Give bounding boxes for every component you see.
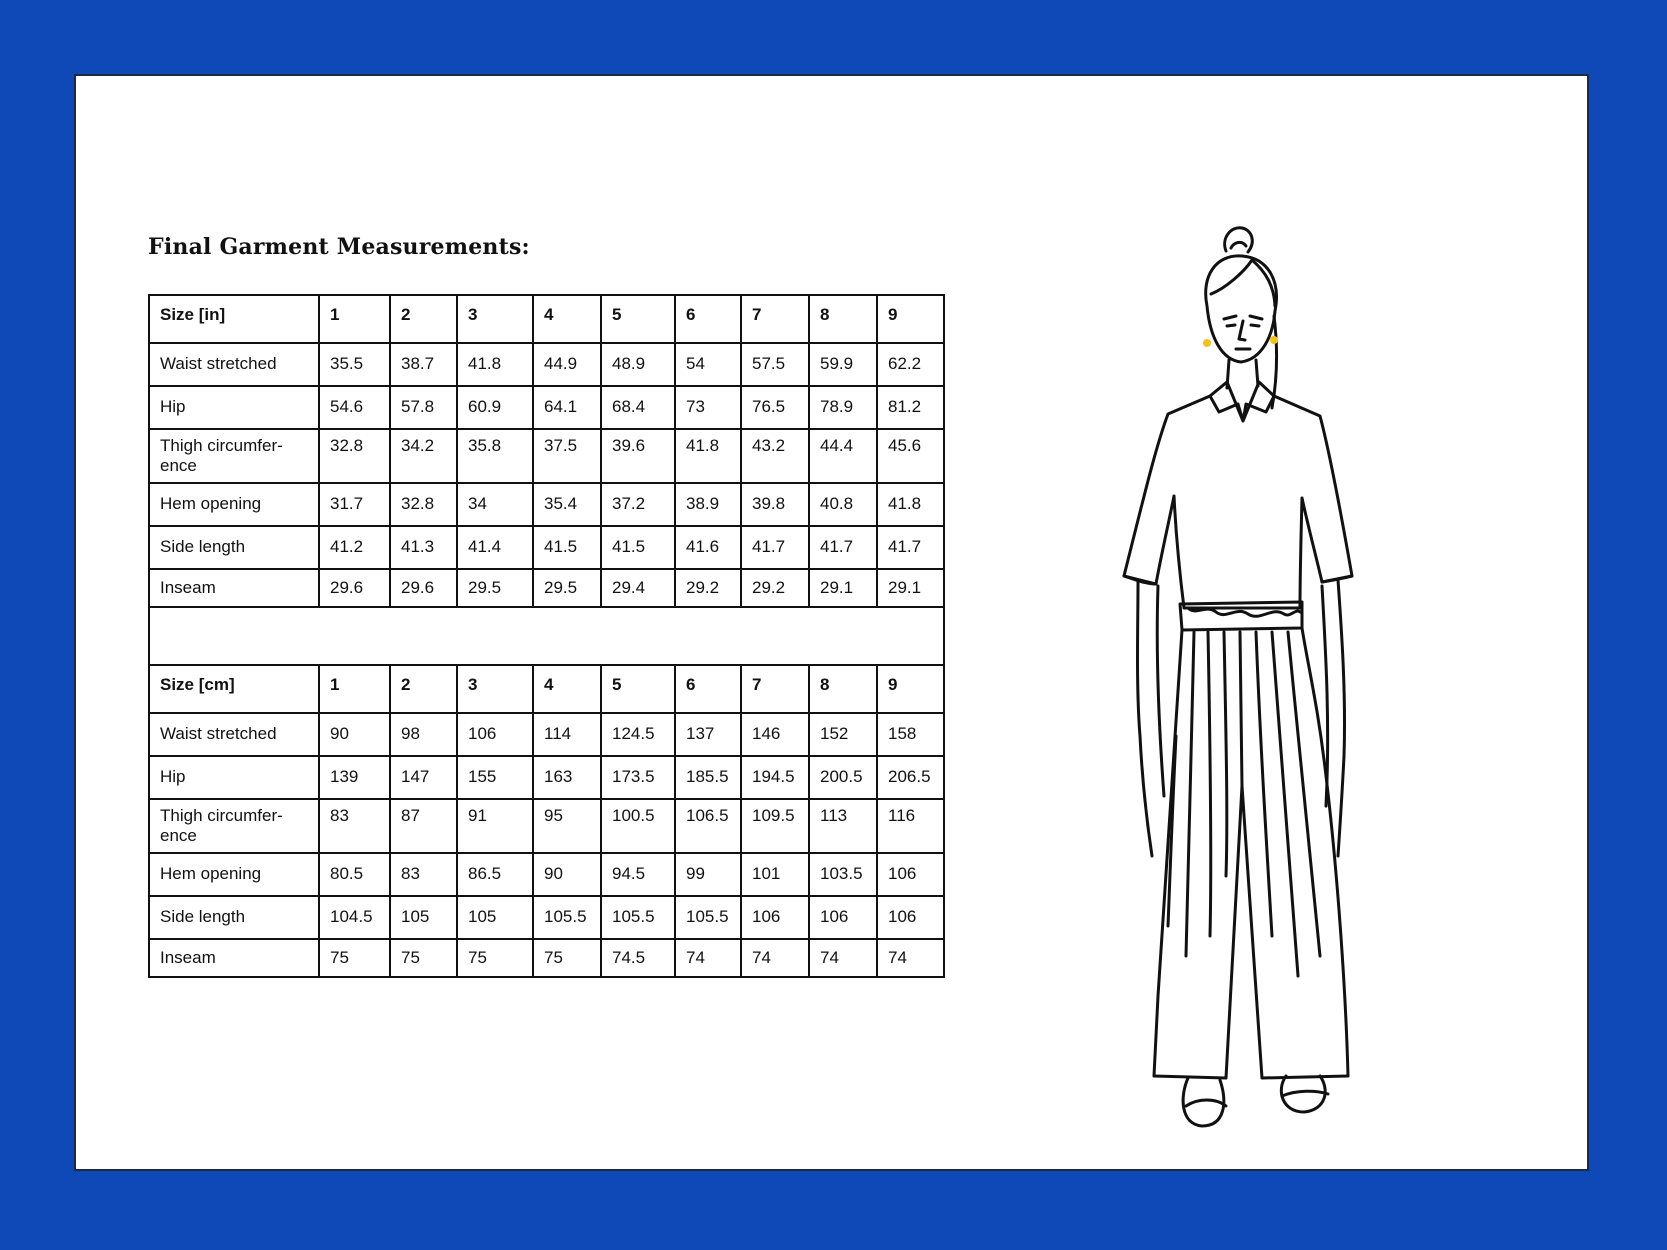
hair-bun xyxy=(1225,228,1253,252)
eyebrow-left xyxy=(1224,316,1236,319)
arm-right xyxy=(1338,580,1345,856)
measurement-value: 64.1 xyxy=(533,386,601,429)
measurement-value: 101 xyxy=(741,853,809,896)
measurement-value: 29.4 xyxy=(601,569,675,607)
measurement-value: 105 xyxy=(390,896,457,939)
measurement-label: Hip xyxy=(149,386,319,429)
page-title: Final Garment Measurements: xyxy=(148,234,530,260)
measurement-value: 43.2 xyxy=(741,429,809,483)
table-spacer-row xyxy=(149,607,944,665)
measurement-value: 54.6 xyxy=(319,386,390,429)
measurement-value: 106 xyxy=(741,896,809,939)
measurement-value: 158 xyxy=(877,713,944,756)
measurement-label: Hip xyxy=(149,756,319,799)
measurement-value: 114 xyxy=(533,713,601,756)
measurement-value: 90 xyxy=(533,853,601,896)
measurement-value: 41.8 xyxy=(675,429,741,483)
table-row xyxy=(149,569,944,607)
measurement-value: 74 xyxy=(741,939,809,977)
measurement-label: Hem opening xyxy=(149,483,319,526)
measurement-value: 83 xyxy=(319,799,390,853)
measurement-value: 105 xyxy=(457,896,533,939)
shirt xyxy=(1124,396,1352,608)
measurement-value: 75 xyxy=(319,939,390,977)
measurement-label: Inseam xyxy=(149,939,319,977)
measurement-value: 48.9 xyxy=(601,343,675,386)
measurement-value: 200.5 xyxy=(809,756,877,799)
measurement-value: 106.5 xyxy=(675,799,741,853)
size-column-header: 1 xyxy=(319,295,390,343)
size-column-header: 5 xyxy=(601,295,675,343)
measurement-value: 73 xyxy=(675,386,741,429)
earring-right xyxy=(1270,336,1278,344)
size-column-header: 8 xyxy=(809,295,877,343)
measurement-value: 105.5 xyxy=(601,896,675,939)
collar xyxy=(1210,382,1274,421)
measurement-value: 146 xyxy=(741,713,809,756)
measurement-value: 29.5 xyxy=(457,569,533,607)
measurement-value: 29.5 xyxy=(533,569,601,607)
measurement-value: 41.5 xyxy=(601,526,675,569)
size-header-in: Size [in] xyxy=(149,295,319,343)
table-row xyxy=(149,756,944,799)
measurement-value: 147 xyxy=(390,756,457,799)
table-row xyxy=(149,896,944,939)
measurement-value: 75 xyxy=(390,939,457,977)
size-column-header: 7 xyxy=(741,295,809,343)
size-column-header: 6 xyxy=(675,295,741,343)
measurement-value: 57.5 xyxy=(741,343,809,386)
table-spacer-cell xyxy=(149,607,944,665)
measurement-value: 34 xyxy=(457,483,533,526)
measurement-value: 163 xyxy=(533,756,601,799)
measurement-value: 41.5 xyxy=(533,526,601,569)
measurement-value: 41.8 xyxy=(877,483,944,526)
measurement-value: 38.9 xyxy=(675,483,741,526)
measurement-label: Waist stretched xyxy=(149,343,319,386)
measurement-label: Thigh circumfer-​ence xyxy=(149,799,319,853)
arm-left xyxy=(1138,582,1153,856)
measurement-value: 98 xyxy=(390,713,457,756)
measurement-value: 74 xyxy=(877,939,944,977)
size-column-header: 1 xyxy=(319,665,390,713)
measurement-value: 105.5 xyxy=(533,896,601,939)
measurement-value: 94.5 xyxy=(601,853,675,896)
measurement-value: 57.8 xyxy=(390,386,457,429)
measurement-value: 31.7 xyxy=(319,483,390,526)
size-column-header: 4 xyxy=(533,665,601,713)
measurement-value: 62.2 xyxy=(877,343,944,386)
measurement-value: 37.5 xyxy=(533,429,601,483)
measurement-value: 41.8 xyxy=(457,343,533,386)
table-header-row-cm xyxy=(149,665,944,713)
measurement-value: 80.5 xyxy=(319,853,390,896)
measurement-value: 78.9 xyxy=(809,386,877,429)
measurement-label: Side length xyxy=(149,526,319,569)
measurement-value: 185.5 xyxy=(675,756,741,799)
measurement-value: 106 xyxy=(877,853,944,896)
measurement-value: 106 xyxy=(457,713,533,756)
measurement-value: 44.9 xyxy=(533,343,601,386)
measurement-value: 32.8 xyxy=(319,429,390,483)
table-row xyxy=(149,386,944,429)
measurement-value: 206.5 xyxy=(877,756,944,799)
measurement-value: 137 xyxy=(675,713,741,756)
measurement-value: 32.8 xyxy=(390,483,457,526)
size-column-header: 6 xyxy=(675,665,741,713)
table-header-row-in xyxy=(149,295,944,343)
measurement-value: 74.5 xyxy=(601,939,675,977)
measurement-value: 106 xyxy=(809,896,877,939)
eye-right xyxy=(1251,325,1259,326)
measurement-label: Inseam xyxy=(149,569,319,607)
measurement-value: 173.5 xyxy=(601,756,675,799)
size-column-header: 9 xyxy=(877,295,944,343)
measurement-value: 91 xyxy=(457,799,533,853)
measurement-value: 104.5 xyxy=(319,896,390,939)
measurement-value: 60.9 xyxy=(457,386,533,429)
table-row xyxy=(149,429,944,483)
measurement-label: Thigh circumfer-​ence xyxy=(149,429,319,483)
earring-left xyxy=(1203,339,1211,347)
measurement-value: 41.6 xyxy=(675,526,741,569)
size-header-cm: Size [cm] xyxy=(149,665,319,713)
measurement-value: 35.4 xyxy=(533,483,601,526)
nose xyxy=(1239,321,1245,340)
table-row xyxy=(149,799,944,853)
measurement-value: 41.7 xyxy=(741,526,809,569)
measurement-value: 74 xyxy=(809,939,877,977)
measurement-value: 100.5 xyxy=(601,799,675,853)
measurement-value: 29.2 xyxy=(675,569,741,607)
measurement-value: 87 xyxy=(390,799,457,853)
table-row xyxy=(149,343,944,386)
measurement-value: 113 xyxy=(809,799,877,853)
measurement-value: 41.7 xyxy=(877,526,944,569)
measurement-value: 29.6 xyxy=(390,569,457,607)
measurement-value: 90 xyxy=(319,713,390,756)
size-column-header: 2 xyxy=(390,295,457,343)
measurement-value: 106 xyxy=(877,896,944,939)
figure-line-drawing xyxy=(1076,176,1416,1166)
measurement-table xyxy=(148,294,945,978)
table-row xyxy=(149,939,944,977)
measurement-value: 109.5 xyxy=(741,799,809,853)
measurement-value: 29.1 xyxy=(877,569,944,607)
measurement-value: 29.6 xyxy=(319,569,390,607)
measurement-value: 45.6 xyxy=(877,429,944,483)
measurement-value: 35.5 xyxy=(319,343,390,386)
measurement-value: 124.5 xyxy=(601,713,675,756)
measurement-value: 38.7 xyxy=(390,343,457,386)
trousers xyxy=(1154,628,1348,1078)
measurement-value: 76.5 xyxy=(741,386,809,429)
table-row xyxy=(149,483,944,526)
measurement-value: 116 xyxy=(877,799,944,853)
page-card xyxy=(74,74,1589,1171)
measurement-value: 34.2 xyxy=(390,429,457,483)
measurement-value: 41.2 xyxy=(319,526,390,569)
measurement-value: 41.7 xyxy=(809,526,877,569)
measurement-value: 105.5 xyxy=(675,896,741,939)
measurement-value: 41.4 xyxy=(457,526,533,569)
measurement-value: 39.8 xyxy=(741,483,809,526)
size-column-header: 7 xyxy=(741,665,809,713)
size-column-header: 3 xyxy=(457,295,533,343)
waistband xyxy=(1180,602,1302,630)
measurement-value: 103.5 xyxy=(809,853,877,896)
measurement-value: 59.9 xyxy=(809,343,877,386)
measurement-value: 29.2 xyxy=(741,569,809,607)
measurement-value: 99 xyxy=(675,853,741,896)
measurement-value: 95 xyxy=(533,799,601,853)
measurement-label: Hem opening xyxy=(149,853,319,896)
measurement-value: 81.2 xyxy=(877,386,944,429)
size-column-header: 9 xyxy=(877,665,944,713)
measurement-value: 35.8 xyxy=(457,429,533,483)
measurement-value: 29.1 xyxy=(809,569,877,607)
measurement-value: 74 xyxy=(675,939,741,977)
measurement-value: 75 xyxy=(533,939,601,977)
measurement-value: 152 xyxy=(809,713,877,756)
measurement-value: 155 xyxy=(457,756,533,799)
size-column-header: 4 xyxy=(533,295,601,343)
size-column-header: 2 xyxy=(390,665,457,713)
measurement-value: 54 xyxy=(675,343,741,386)
measurement-label: Side length xyxy=(149,896,319,939)
size-column-header: 8 xyxy=(809,665,877,713)
table-row xyxy=(149,713,944,756)
table-row xyxy=(149,526,944,569)
measurement-value: 194.5 xyxy=(741,756,809,799)
measurement-value: 41.3 xyxy=(390,526,457,569)
measurement-value: 68.4 xyxy=(601,386,675,429)
measurement-value: 75 xyxy=(457,939,533,977)
measurement-value: 40.8 xyxy=(809,483,877,526)
measurement-label: Waist stretched xyxy=(149,713,319,756)
measurement-value: 83 xyxy=(390,853,457,896)
measurement-value: 39.6 xyxy=(601,429,675,483)
measurement-value: 44.4 xyxy=(809,429,877,483)
measurement-value: 139 xyxy=(319,756,390,799)
eye-left xyxy=(1227,325,1235,326)
measurement-value: 37.2 xyxy=(601,483,675,526)
eyebrow-right xyxy=(1250,316,1262,319)
table-row xyxy=(149,853,944,896)
size-column-header: 5 xyxy=(601,665,675,713)
measurement-value: 86.5 xyxy=(457,853,533,896)
size-column-header: 3 xyxy=(457,665,533,713)
